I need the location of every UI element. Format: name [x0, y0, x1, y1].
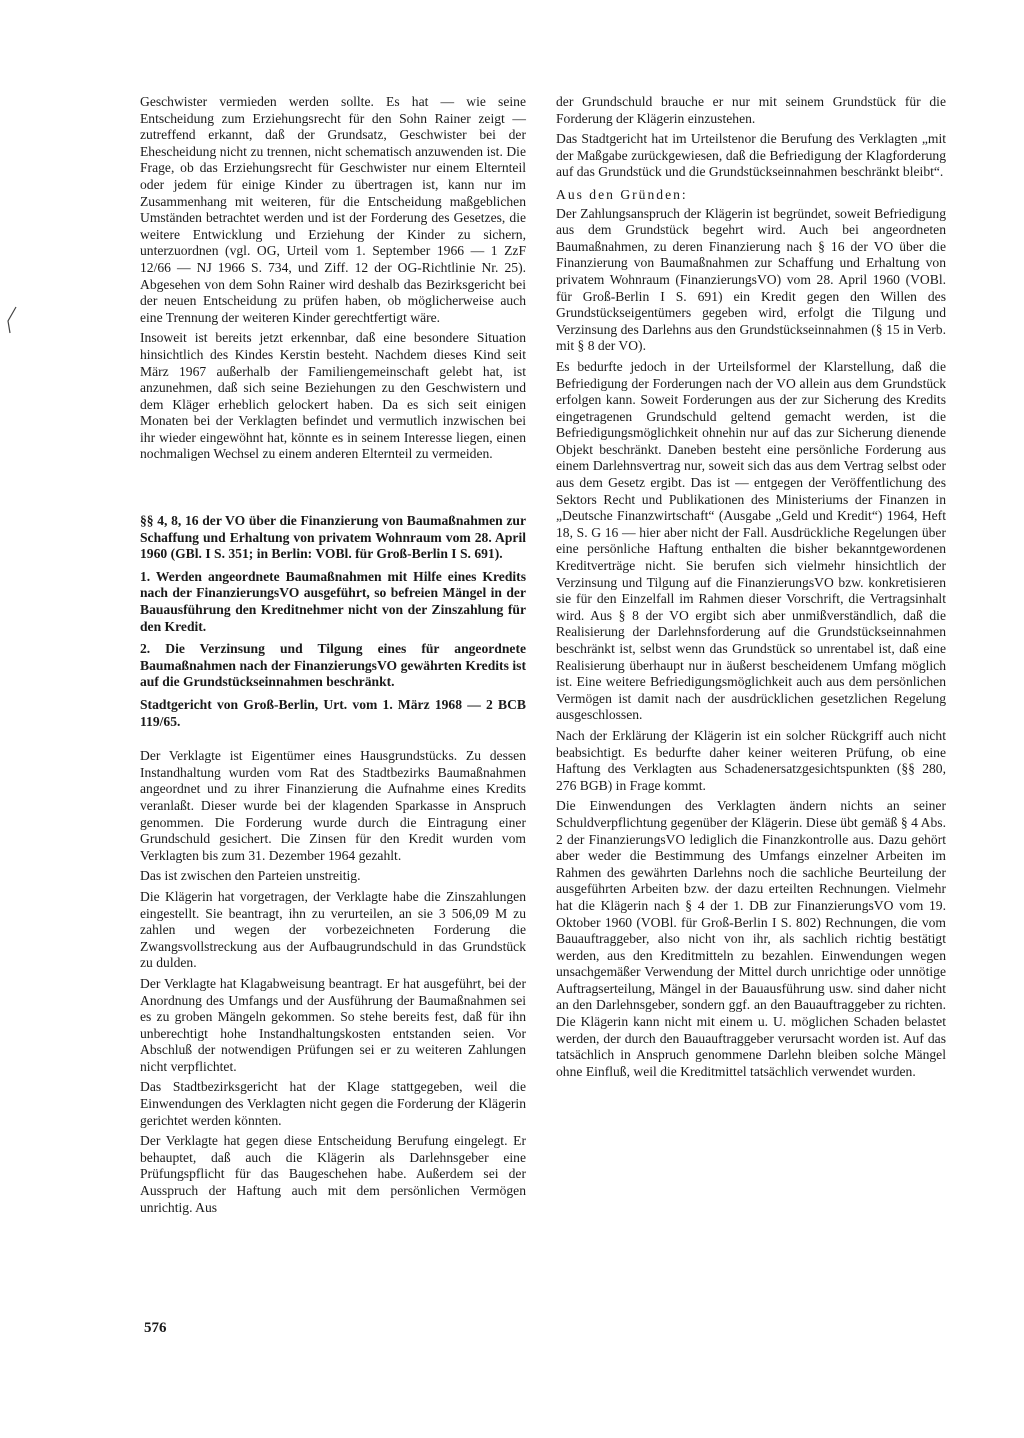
headnote: 1. Werden angeordnete Baumaßnahmen mit Hilfe eines Kredits nach der FinanzierungsVO ausgeführt, so befreien Mängel in der Bauausführung den Kreditnehmer nicht von der Zinszahlung für den Kredit.: [140, 568, 526, 634]
body-paragraph: Das Stadtgericht hat im Urteilstenor die Berufung des Verklagten „mit der Maßgabe zurückgewiesen, daß die Befriedigung der Klagforderung auf das Grundstück und die Grundstückseinnahmen beschränkt bleibt“.: [556, 131, 946, 180]
decision-header: [140, 513, 526, 730]
reasons-paragraph: Der Zahlungsanspruch der Klägerin ist begründet, soweit Befriedigung aus dem Grundstück begehrt wird. Auch bei angeordneten Baumaßnahmen, zu deren Finanzierung nach § 16 der VO über die Finanzierung von Baumaßnahmen zur Schaffung und Erhaltung von privatem Wohnraum (FinanzierungsVO) vom 28. April 1960 (VOBl. für Groß-Berlin I S. 691) ein Kredit gegen den Willen des Grundstückseigentümers gegeben wird, erfolgt die Tilgung und Verzinsung des Darlehns aus den Grundstückseinnahmen (§ 15 in Verb. mit § 8 der VO).: [556, 205, 946, 354]
body-paragraph: Geschwister vermieden werden sollte. Es hat — wie seine Entscheidung zum Erziehungsrecht für den Sohn Rainer zeigt — zutreffend erkannt, daß der Grundsatz, Geschwister bei der Ehescheidung nicht zu trennen, nicht schematisch anzuwenden ist. Die Frage, ob das Erziehungsrecht für Geschwister nur einem Elternteil oder jedem für einige Kinder zu übertragen ist, kann nur im Zusammenhang mit weiteren, für die Entscheidung maßgeblichen Umständen betrachtet werden und ist der Forderung des Gesetzes, die weitere Entwicklung und Erziehung der Kinder zu sichern, unterzuordnen (vgl. OG, Urteil vom 1. September 1966 — 1 ZzF 12/66 — NJ 1966 S. 734, und Ziff. 12 der OG-Richtlinie Nr. 25). Abgesehen von dem Sohn Rainer wird deshalb das Bezirksgericht bei der neuen Entscheidung zu prüfen haben, ob möglicherweise auch eine Trennung der weiteren Kinder gerechtfertigt wäre.: [140, 94, 526, 325]
facts-paragraph: Die Klägerin hat vorgetragen, der Verklagte habe die Zinszahlungen eingestellt. Sie beantragt, ihn zu verurteilen, an sie 3 506,09 M zu zahlen und wegen der vorbezeichneten Forderung die Zwangsvollstreckung aus der Aufbaugrundschuld in das Grundstück zu dulden.: [140, 888, 526, 971]
right-column: [556, 94, 946, 1084]
margin-pencil-mark: [4, 305, 20, 335]
facts-paragraph: Das ist zwischen den Parteien unstreitig.: [140, 868, 361, 884]
reasons-paragraph: Es bedurfte jedoch in der Urteilsformel der Klarstellung, daß die Befriedigung der Forderungen nach der VO allein aus dem Grundstück erfolgen kann. Soweit Forderungen aus der zur Sicherung des Kredits eingetragenen Grundschuld geltend gemacht werden, ist die Befriedigungsmöglichkeit ohnehin nur auf das zur Sicherung dienende Objekt beschränkt. Daneben besteht eine persönliche Forderung aus einem Darlehnsvertrag nur, soweit sich das aus dem Vertrag selbst oder aus dem Gesetz ergibt. Das ist — entgegen der Veröffentlichung des Sektors Recht und Publikationen des Ministeriums der Finanzen in „Deutsche Finanzwirtschaft“ (Ausgabe „Geld und Kredit“) 1964, Heft 18, S. G 16 — hier aber nicht der Fall. Ausdrückliche Regelungen über eine persönliche Haftung enthalten die bisher bekanntgewordenen Kreditverträge nicht. Sie berufen sich vielmehr hinsichtlich der Verzinsung und Tilgung auf die FinanzierungsVO bzw. konkretisieren sie für den Einzelfall im Rahmen dieser Vorschrift, die Vertragsinhalt wird. Aus § 8 der VO ergibt sich aber unmißverständlich, daß die Realisierung der Darlehnsforderung auf die Grundstückseinnahmen beschränkt ist, selbst wenn das Grundstück so unrentabel ist, daß eine Realisierung überhaupt nur in äußerst bescheidenem Umfang möglich ist. Eine weitere Befriedigungsmöglichkeit auch aus dem persönlichen Vermögen ist damit nach der ausdrücklichen gesetzlichen Regelung ausgeschlossen.: [556, 358, 946, 723]
page-number: 576: [144, 1320, 167, 1336]
facts-paragraph: Der Verklagte hat gegen diese Entscheidung Berufung eingelegt. Er behauptet, daß auch die Klägerin als Darlehnsgeber eine Prüfungspflicht für das Baugeschehen habe. Außerdem sei der Ausspruch der Haftung auch mit dem persönlichen Vermögen unrichtig. Aus: [140, 1133, 526, 1215]
reasons-paragraph: Nach der Erklärung der Klägerin ist ein solcher Rückgriff auch nicht beabsichtigt. Es bedurfte daher keiner weiteren Prüfung, ob eine Haftung des Verklagten aus Schadenersatzgesichtspunkten (§§ 280, 276 BGB) in Frage kommt.: [556, 727, 946, 793]
facts-paragraph: Das Stadtbezirksgericht hat der Klage stattgegeben, weil die Einwendungen des Verklagten nicht gegen die Forderung der Klägerin gerichtet werden könnten.: [140, 1079, 526, 1128]
facts-paragraph: Der Verklagte ist Eigentümer eines Hausgrundstücks. Zu dessen Instandhaltung wurden vom Rat des Stadtbezirks Baumaßnahmen angeordnet und zu ihrer Finanzierung die Aufnahme eines Kredits veranlaßt. Dieser wurde bei der klagenden Sparkasse in Anspruch genommen. Die Forderung wurde durch die Eintragung einer Grundschuld gesichert. Die Zinsen für den Kredit wurden vom Verklagten bis zum 31. Dezember 1964 gezahlt.: [140, 748, 526, 863]
facts-paragraph: Der Verklagte hat Klagabweisung beantragt. Er hat ausgeführt, bei der Anordnung des Umfangs und der Ausführung der Baumaßnahmen sei es zu groben Mängeln gekommen. So stehe bereits fest, daß für ihn unberechtigt hohe Instandhaltungskosten entstanden seien. Vor Abschluß der notwendigen Prüfungen sei er zu weiteren Zahlungen nicht verpflichtet.: [140, 975, 526, 1074]
body-paragraph: der Grundschuld brauche er nur mit seinem Grundstück für die Forderung der Klägerin einzustehen.: [556, 94, 946, 126]
reasons-heading: Aus den Gründen:: [556, 186, 688, 202]
statute-heading: §§ 4, 8, 16 der VO über die Finanzierung von Baumaßnahmen zur Schaffung und Erhaltung von privatem Wohnraum vom 28. April 1960 (GBl. I S. 351; in Berlin: VOBl. für Groß-Berlin I S. 691).: [140, 513, 526, 562]
reasons-paragraph: Die Einwendungen des Verklagten ändern nichts an seiner Schuldverpflichtung gegenüber der Klägerin. Diese übt gemäß § 4 Abs. 2 der FinanzierungsVO lediglich die Finanzkontrolle aus. Dazu gehört aber weder die Bestimmung des Umfangs einzelner Arbeiten im Rahmen des gewährten Darlehns noch die sachliche Beurteilung der ausgeführten Arbeiten bzw. der dazu erteilten Rechnungen. Vielmehr hat die Klägerin nach § 4 der 1. DB zur FinanzierungsVO vom 19. Oktober 1960 (VOBl. für Groß-Berlin I S. 802) Rechnungen, die vom Bauauftraggeber, also nicht von ihr, als sachlich richtig bestätigt werden, aus den Kreditmitteln zu bezahlen. Einwendungen wegen unsachgemäßer Verwendung der Mittel durch unrichtige oder unnötige Auftragserteilung, Mängel in der Bauausführung usw. sind daher nicht an den Darlehnsgeber, sondern ggf. an den Bauauftraggeber zu richten. Die Klägerin kann nicht mit einem u. U. möglichen Schaden belastet werden, der durch den Bauauftraggeber verursacht worden ist. Auf das tatsächlich in Anspruch genommene Darlehn bleiben solche Mängel ohne Einfluß, weil die Kreditmittel tatsächlich verwendet wurden.: [556, 798, 946, 1079]
headnote: 2. Die Verzinsung und Tilgung eines für angeordnete Baumaßnahmen nach der FinanzierungsVO gewährten Kredits ist auf die Grundstückseinnahmen beschränkt.: [140, 641, 526, 690]
court-citation: Stadtgericht von Groß-Berlin, Urt. vom 1. März 1968 — 2 BCB 119/65.: [140, 697, 526, 729]
left-column: [140, 94, 526, 1220]
body-paragraph: Insoweit ist bereits jetzt erkennbar, daß eine besondere Situation hinsichtlich des Kindes Kerstin besteht. Nachdem dieses Kind seit März 1967 außerhalb der Familiengemeinschaft gelebt hat, ist anzunehmen, daß sich seine Beziehungen zu den Geschwistern und dem Kläger erheblich gelockert haben. Da es sich seit einigen Monaten bei der Verklagten befindet und vermutlich inzwischen bei ihr wieder eingewöhnt hat, könnte es in seinem Interesse liegen, einen nochmaligen Wechsel zu einem anderen Elternteil zu vermeiden.: [140, 330, 526, 462]
